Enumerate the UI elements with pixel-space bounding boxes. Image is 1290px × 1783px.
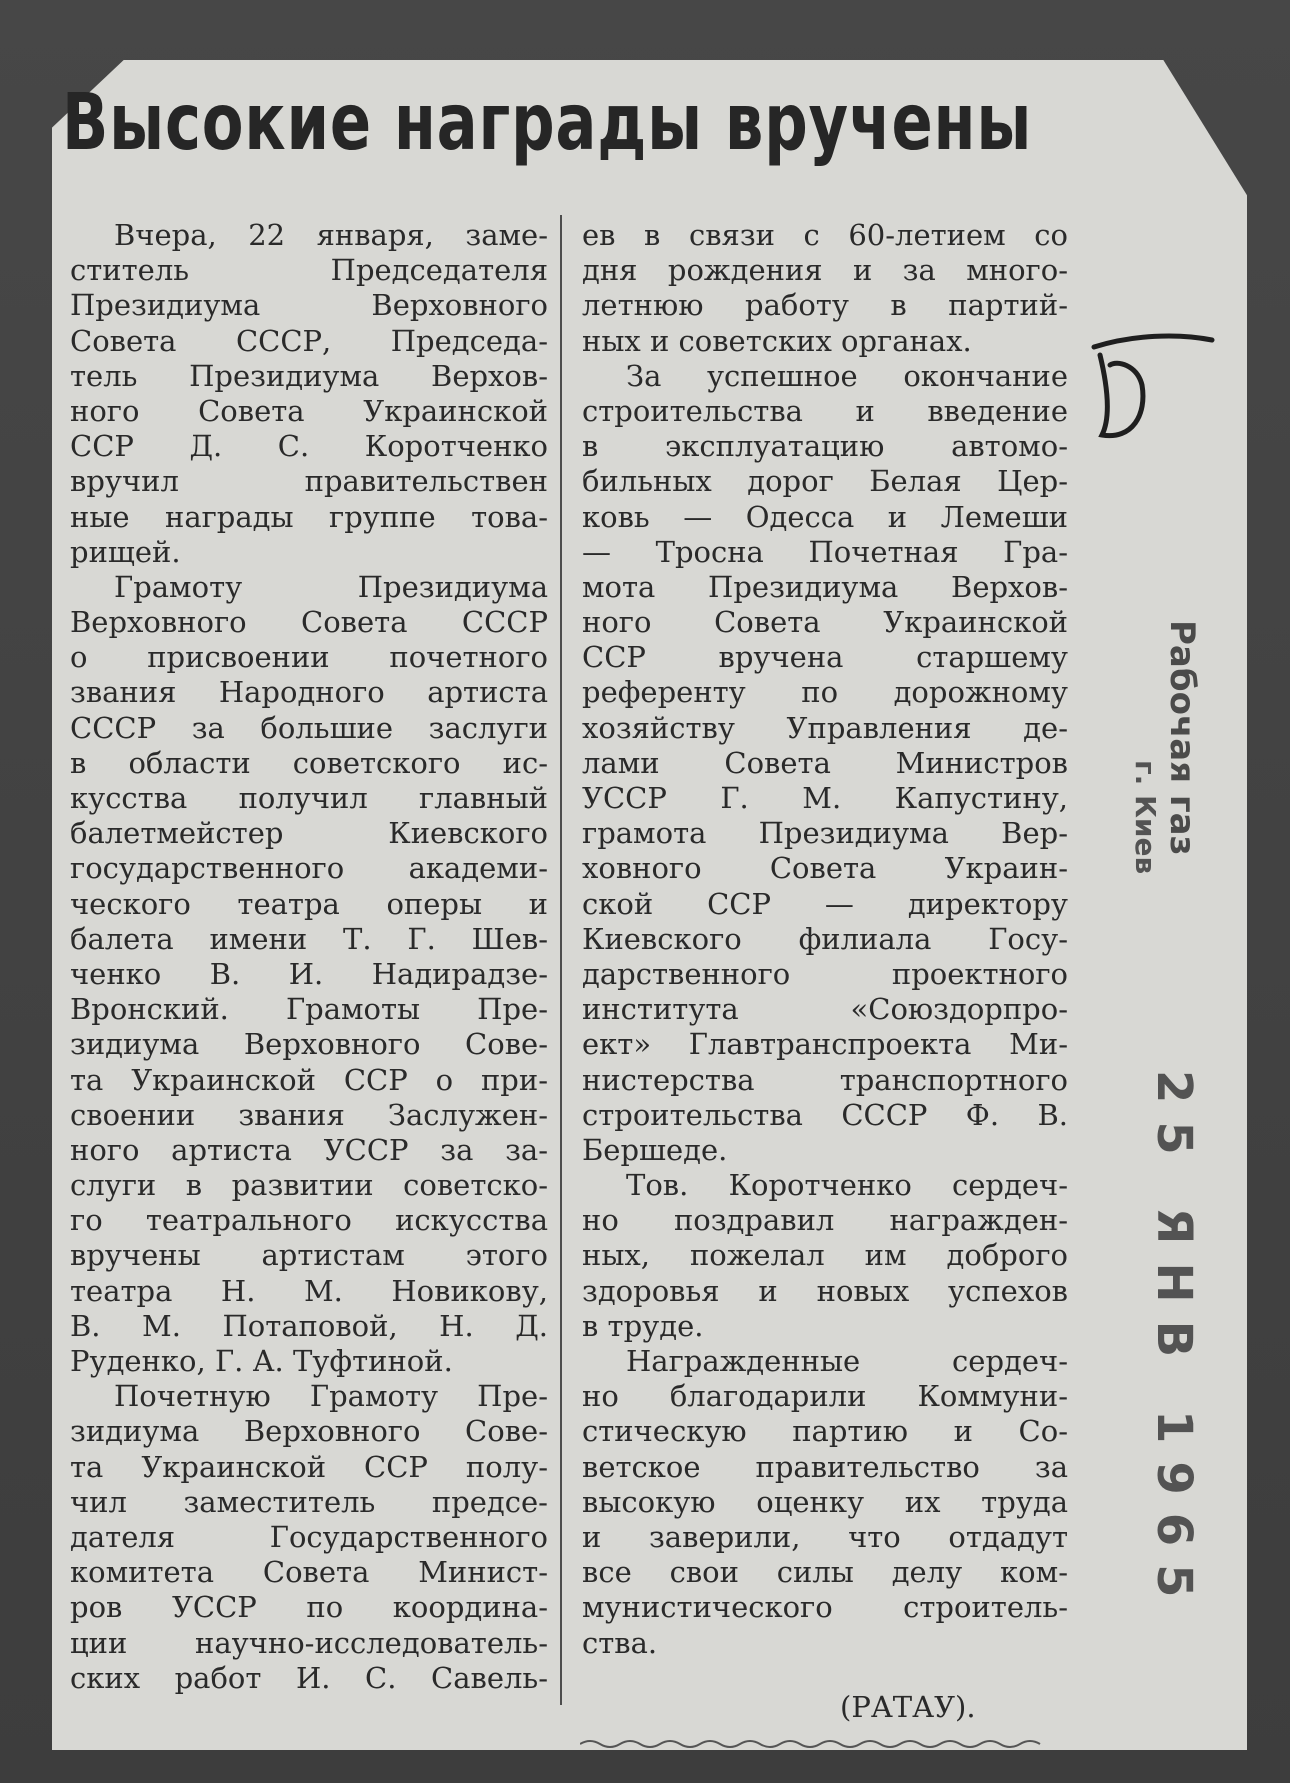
text-line: ев в связи с 60-летием со [582,218,1068,252]
text-line: ного Совета Украинской [70,393,548,428]
text-line: но благодарили Коммуни- [582,1379,1068,1414]
text-line: летнюю работу в партий- [582,288,1068,323]
text-line: Бершеде. [582,1132,728,1167]
text-line: ного Совета Украинской [582,605,1068,640]
text-line: чил заместитель предсе- [70,1484,548,1519]
text-line: дателя Государственного [70,1519,548,1554]
text-line: тель Президиума Верхов- [70,358,548,393]
text-line: бильных дорог Белая Цер- [582,464,1068,499]
text-line: та Украинской ССР полу- [70,1449,548,1484]
text-line: УССР Г. М. Капустину, [582,781,1068,815]
text-line: но поздравил награжден- [582,1203,1068,1238]
text-line: ченко В. И. Надирадзе- [70,956,548,991]
text-line: Вронский. Грамоты Пре- [70,992,548,1027]
text-line: ные награды группе това- [70,499,548,534]
text-line: слуги в развитии советско- [70,1168,548,1203]
text-line: комитета Совета Минист- [70,1555,548,1590]
text-line: Грамоту Президиума [114,569,548,604]
text-line: ССР Д. С. Коротченко [70,429,548,464]
text-line: вручил правительствен [70,464,548,499]
text-line: ции научно-исследователь- [70,1625,548,1660]
text-line: ских работ И. С. Савель- [70,1660,548,1695]
stamp-city: г. Киев [1129,760,1162,875]
text-line: зидиума Верховного Сове- [70,1414,548,1449]
text-line: института «Союздорпро- [582,992,1068,1027]
text-line: в области советского ис- [70,745,548,780]
text-line: строительства и введение [582,393,1068,428]
archive-date-stamp [1110,600,1240,1690]
text-line: мота Президиума Верхов- [582,569,1068,604]
stamp-date: 25 ЯНВ 1965 [1146,1070,1202,1616]
text-line: о присвоении почетного [70,640,548,675]
column-divider [560,215,562,1705]
text-line: в эксплуатацию автомо- [582,429,1068,464]
text-line: театра Н. М. Новикову, [70,1273,548,1308]
text-line: государственного академи- [70,851,548,886]
text-line: Награжденные сердеч- [626,1344,1068,1378]
text-line: нистерства транспортного [582,1062,1068,1097]
text-line: го театрального искусства [70,1203,548,1238]
text-line: Киевского филиала Госу- [582,921,1068,956]
text-line: ститель Председателя [70,253,548,288]
text-line: ных и советских органах. [582,323,972,358]
text-line: За успешное окончание [626,358,1068,393]
text-line: дарственного проектного [582,956,1068,991]
text-line: та Украинской ССР о при- [70,1062,548,1097]
text-line: здоровья и новых успехов [582,1273,1068,1308]
text-line: рищей. [70,534,181,569]
text-line: грамота Президиума Вер- [582,816,1068,851]
text-line: звания Народного артиста [70,675,548,710]
handwritten-number-mark [1082,325,1222,445]
stamp-newspaper: Рабочая газ [1162,620,1202,856]
text-line: зидиума Верховного Сове- [70,1027,548,1062]
text-line: ных, пожелал им доброго [582,1238,1068,1273]
text-line: ного артиста УССР за за- [70,1132,548,1167]
text-line: все свои силы делу ком- [582,1555,1068,1590]
text-line: референту по дорожному [582,675,1068,710]
text-line: кусства получил главный [70,781,548,815]
text-line: Вчера, 22 января, заме- [114,218,548,252]
headline: Высокие награды вручены [62,78,1033,168]
text-line: высокую оценку их труда [582,1484,1068,1519]
text-line: В. М. Потаповой, Н. Д. [70,1308,548,1343]
text-line: ССР вручена старшему [582,640,1068,675]
text-line: ства. [582,1625,658,1660]
text-line: хозяйству Управления де- [582,710,1068,745]
text-line: Совета СССР, Председа- [70,323,548,358]
text-line: Тов. Коротченко сердеч- [626,1168,1068,1203]
left-column [70,218,548,1696]
text-line: ект» Главтранспроекта Ми- [582,1027,1068,1062]
text-line: ческого театра оперы и [70,886,548,921]
text-line: мунистического строитель- [582,1590,1068,1625]
text-line: балета имени Т. Г. Шев- [70,921,548,956]
text-line: СССР за большие заслуги [70,710,548,745]
text-line: ветское правительство за [582,1449,1068,1484]
news-agency-credit: (РАТАУ). [840,1690,976,1724]
text-line: Почетную Грамоту Пре- [114,1379,548,1414]
right-column [582,218,1068,1661]
text-line: в труде. [582,1308,704,1343]
text-line: вручены артистам этого [70,1238,548,1273]
text-line: ской ССР — директору [582,886,1068,921]
text-line: Президиума Верховного [70,288,548,323]
text-line: своении звания Заслужен- [70,1097,548,1132]
text-line: лами Совета Министров [582,745,1068,780]
text-line: — Тросна Почетная Гра- [582,534,1068,569]
text-line: и заверили, что отдадут [582,1519,1068,1554]
text-line: строительства СССР Ф. В. [582,1097,1068,1132]
text-line: Верховного Совета СССР [70,605,548,640]
bottom-rule [580,1738,1050,1750]
text-line: ковь — Одесса и Лемеши [582,499,1068,534]
text-line: стическую партию и Со- [582,1414,1068,1449]
text-line: ров УССР по координа- [70,1590,548,1625]
text-line: Руденко, Г. А. Туфтиной. [70,1344,453,1378]
text-line: балетмейстер Киевского [70,816,548,851]
text-line: дня рождения и за много- [582,253,1068,288]
text-line: ховного Совета Украин- [582,851,1068,886]
